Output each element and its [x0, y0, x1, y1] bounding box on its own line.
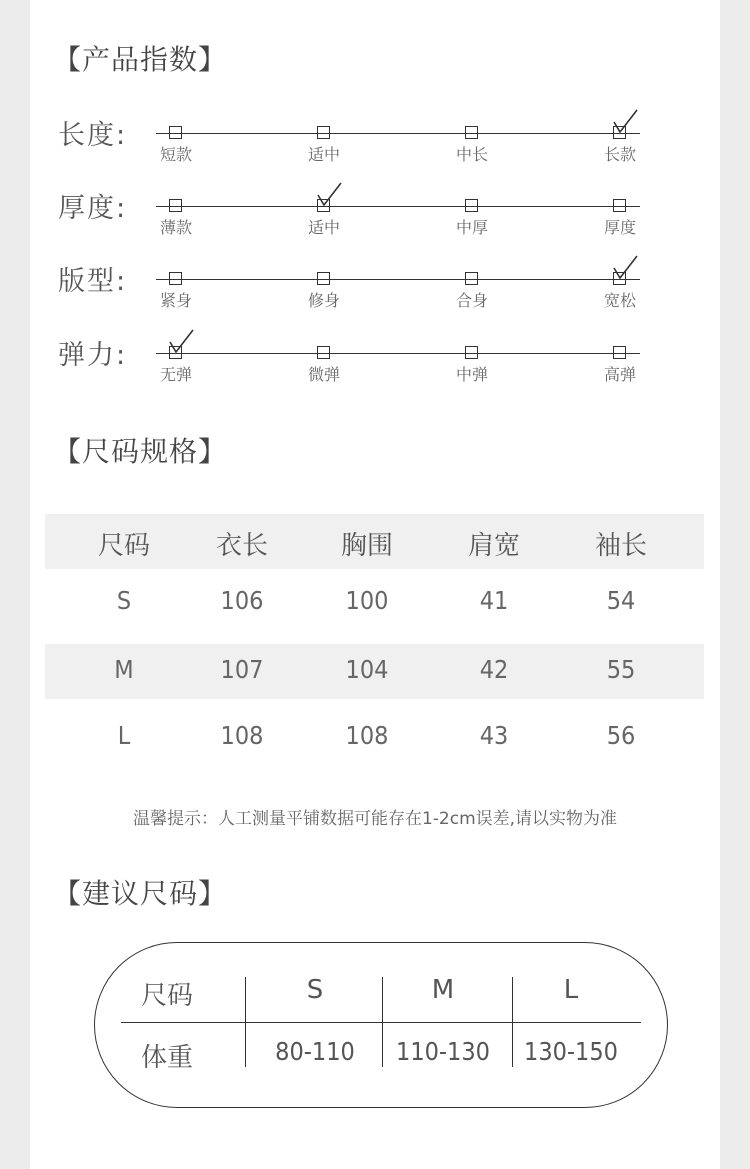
checkbox-icon [613, 199, 626, 212]
index-option-label: 厚度 [603, 218, 636, 237]
checkbox-icon [169, 126, 182, 139]
recommended-size-table [94, 942, 668, 1108]
checkbox-icon [465, 272, 478, 285]
index-row [30, 259, 720, 319]
recommend-value-cell: 体重 [140, 1043, 193, 1073]
checkbox-icon [317, 346, 330, 359]
size-table-header-cell: 衣长 [215, 531, 268, 561]
size-table-cell: 108 [345, 721, 389, 750]
checkbox-icon [613, 346, 626, 359]
index-row [30, 186, 720, 246]
index-scale-line [156, 133, 640, 134]
section-title-size-spec: 【尺码规格】 [53, 435, 228, 468]
index-row-label: 长度: [58, 120, 128, 151]
index-option-label: 中厚 [455, 218, 488, 237]
index-option-label: 无弹 [159, 365, 192, 384]
size-table-cell: 55 [606, 655, 636, 684]
index-row-label: 弹力: [58, 340, 128, 371]
size-table-row [45, 644, 704, 699]
size-table-header-cell: 胸围 [340, 531, 393, 561]
section-title-recommended-size: 【建议尺码】 [53, 877, 228, 910]
size-table-header [45, 514, 704, 569]
size-table-cell: 54 [606, 586, 636, 615]
index-scale-line [156, 353, 640, 354]
checkbox-icon [317, 272, 330, 285]
recommend-header-cell: L [563, 975, 579, 1005]
index-option-label: 中长 [455, 145, 488, 164]
index-scale-line [156, 279, 640, 280]
size-table-cell: 41 [479, 586, 509, 615]
size-table-cell: 42 [479, 655, 509, 684]
size-table-cell: 100 [345, 586, 389, 615]
size-table-row [45, 569, 704, 644]
recommend-value-cell: 110-130 [396, 1037, 490, 1066]
size-table-cell: 104 [345, 655, 389, 684]
index-option-label: 长款 [603, 145, 636, 164]
size-table-cell: L [117, 721, 131, 750]
recommend-header-cell: S [306, 975, 324, 1005]
size-table-cell: 107 [220, 655, 264, 684]
checkmark-icon [611, 109, 641, 135]
index-option-label: 紧身 [159, 291, 192, 310]
checkbox-icon [169, 272, 182, 285]
size-table-cell: 108 [220, 721, 264, 750]
product-detail-card [30, 0, 720, 1169]
checkbox-icon [465, 199, 478, 212]
index-option-label: 适中 [307, 145, 340, 164]
index-scale-line [156, 206, 640, 207]
index-row-label: 版型: [58, 266, 128, 297]
size-table-cell: 106 [220, 586, 264, 615]
index-row [30, 333, 720, 393]
recommend-divider-vertical [245, 977, 246, 1067]
checkmark-icon [611, 255, 641, 281]
section-title-product-index: 【产品指数】 [53, 43, 228, 76]
index-option-label: 微弹 [307, 365, 340, 384]
recommend-header-cell: M [431, 975, 455, 1005]
checkmark-icon [315, 182, 345, 208]
size-table-cell: S [116, 586, 132, 615]
index-option-label: 合身 [455, 291, 488, 310]
size-table-cell: 56 [606, 721, 636, 750]
measurement-tip: 温馨提示：人工测量平铺数据可能存在1-2cm误差,请以实物为准 [132, 809, 618, 829]
index-option-label: 薄款 [159, 218, 192, 237]
index-option-label: 宽松 [603, 291, 636, 310]
size-table-row [45, 699, 704, 777]
index-option-label: 修身 [307, 291, 340, 310]
size-table-header-cell: 尺码 [97, 531, 150, 561]
index-option-label: 短款 [159, 145, 192, 164]
recommend-header-cell: 尺码 [140, 981, 193, 1011]
recommend-divider-vertical [382, 977, 383, 1067]
recommend-divider-horizontal [121, 1022, 641, 1023]
checkbox-icon [465, 346, 478, 359]
checkmark-icon [167, 329, 197, 355]
checkbox-icon [317, 126, 330, 139]
recommend-divider-vertical [512, 977, 513, 1067]
checkbox-icon [465, 126, 478, 139]
index-option-label: 中弹 [455, 365, 488, 384]
recommend-value-cell: 130-150 [524, 1037, 618, 1066]
index-row-label: 厚度: [58, 193, 128, 224]
index-option-label: 高弹 [603, 365, 636, 384]
size-table-cell: M [114, 655, 134, 684]
size-table-cell: 43 [479, 721, 509, 750]
recommend-value-cell: 80-110 [275, 1037, 355, 1066]
checkbox-icon [169, 199, 182, 212]
index-row [30, 113, 720, 173]
size-table-header-cell: 袖长 [594, 531, 647, 561]
size-table-header-cell: 肩宽 [467, 531, 520, 561]
index-option-label: 适中 [307, 218, 340, 237]
size-spec-table [45, 514, 704, 777]
